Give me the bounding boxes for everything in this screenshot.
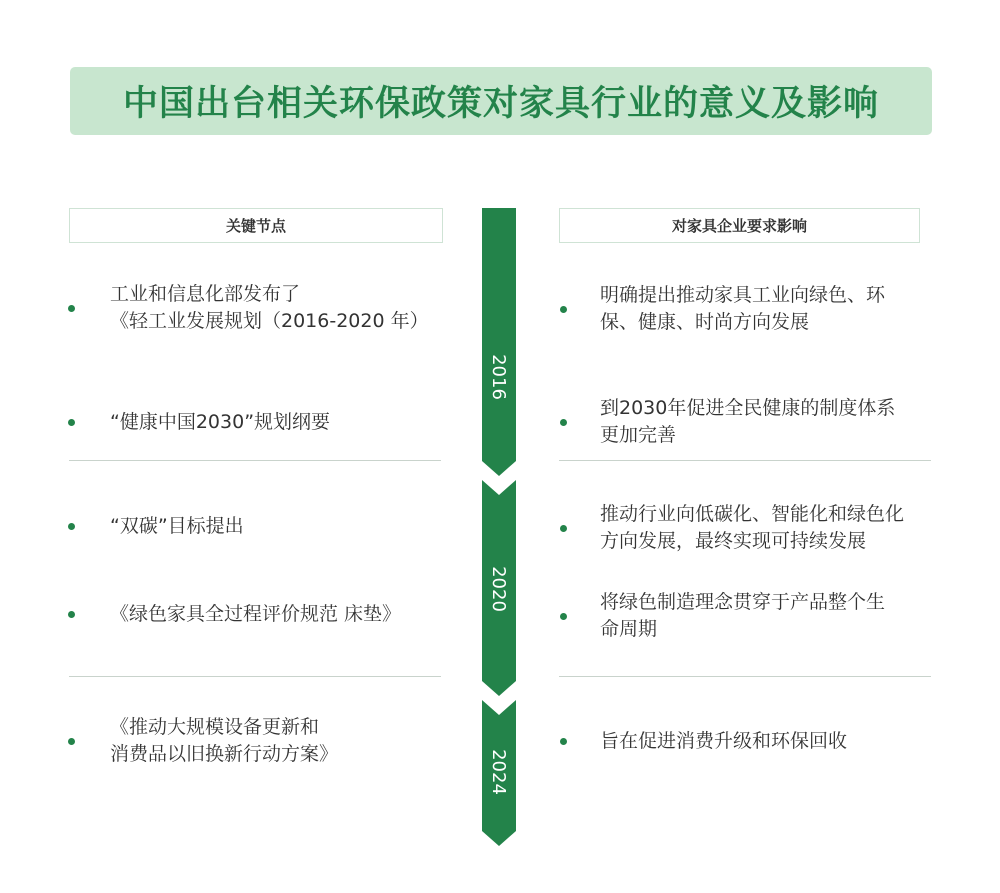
impact-item (560, 281, 940, 337)
bullet-dot (68, 523, 75, 530)
left-divider-1 (69, 460, 441, 461)
impact-text (600, 501, 904, 555)
bullet-dot (560, 613, 567, 620)
bullet-dot (68, 305, 75, 312)
impact-item (560, 394, 940, 450)
impact-text (600, 395, 895, 449)
right-divider-1 (559, 460, 931, 461)
impact-line: 到2030年促进全民健康的制度体系 (600, 397, 896, 419)
impact-line: 推动行业向低碳化、智能化和绿色化 (600, 503, 905, 525)
bullet-dot (68, 419, 75, 426)
impact-header: 对家具企业要求影响 (559, 208, 920, 243)
milestone-item (68, 280, 468, 336)
impact-line: 保、健康、时尚方向发展 (600, 311, 810, 333)
milestone-item (68, 408, 468, 436)
impact-line: 将绿色制造理念贯穿于产品整个生 (600, 591, 886, 613)
milestone-line: 消费品以旧换新行动方案》 (110, 743, 339, 765)
impact-line: 方向发展，最终实现可持续发展 (600, 530, 867, 552)
year-label-2016: 2016 (488, 354, 509, 400)
milestone-item (68, 600, 468, 628)
impact-item (560, 588, 940, 644)
milestone-line: 《轻工业发展规划（2016-2020 年） (110, 310, 429, 332)
impact-item (560, 727, 940, 755)
year-label-2020: 2020 (488, 566, 509, 612)
bullet-dot (560, 525, 567, 532)
bullet-dot (560, 419, 567, 426)
milestone-item (68, 713, 468, 769)
right-divider-2 (559, 676, 931, 677)
milestone-line: 工业和信息化部发布了 (110, 283, 301, 305)
milestone-text (110, 714, 338, 768)
milestone-text: 《绿色家具全过程评价规范 床垫》 (110, 602, 402, 625)
page-title: 中国出台相关环保政策对家具行业的意义及影响 (122, 84, 879, 124)
bullet-dot (560, 306, 567, 313)
impact-line: 明确提出推动家具工业向绿色、环 (600, 284, 886, 306)
milestone-text (110, 281, 429, 335)
milestone-item (68, 512, 468, 540)
impact-text (600, 589, 885, 643)
left-divider-2 (69, 676, 441, 677)
year-label-2024: 2024 (488, 749, 509, 795)
bullet-dot (68, 738, 75, 745)
milestone-line: 《推动大规模设备更新和 (110, 716, 320, 738)
key-nodes-header: 关键节点 (69, 208, 443, 243)
milestone-text: “健康中国2030”规划纲要 (110, 410, 331, 433)
bullet-dot (68, 611, 75, 618)
title-banner (70, 67, 932, 135)
bullet-dot (560, 738, 567, 745)
impact-item (560, 500, 940, 556)
impact-line: 命周期 (600, 618, 658, 640)
impact-text: 旨在促进消费升级和环保回收 (600, 729, 848, 752)
impact-line: 更加完善 (600, 424, 677, 446)
impact-text (600, 282, 885, 336)
milestone-text: “双碳”目标提出 (110, 514, 244, 537)
